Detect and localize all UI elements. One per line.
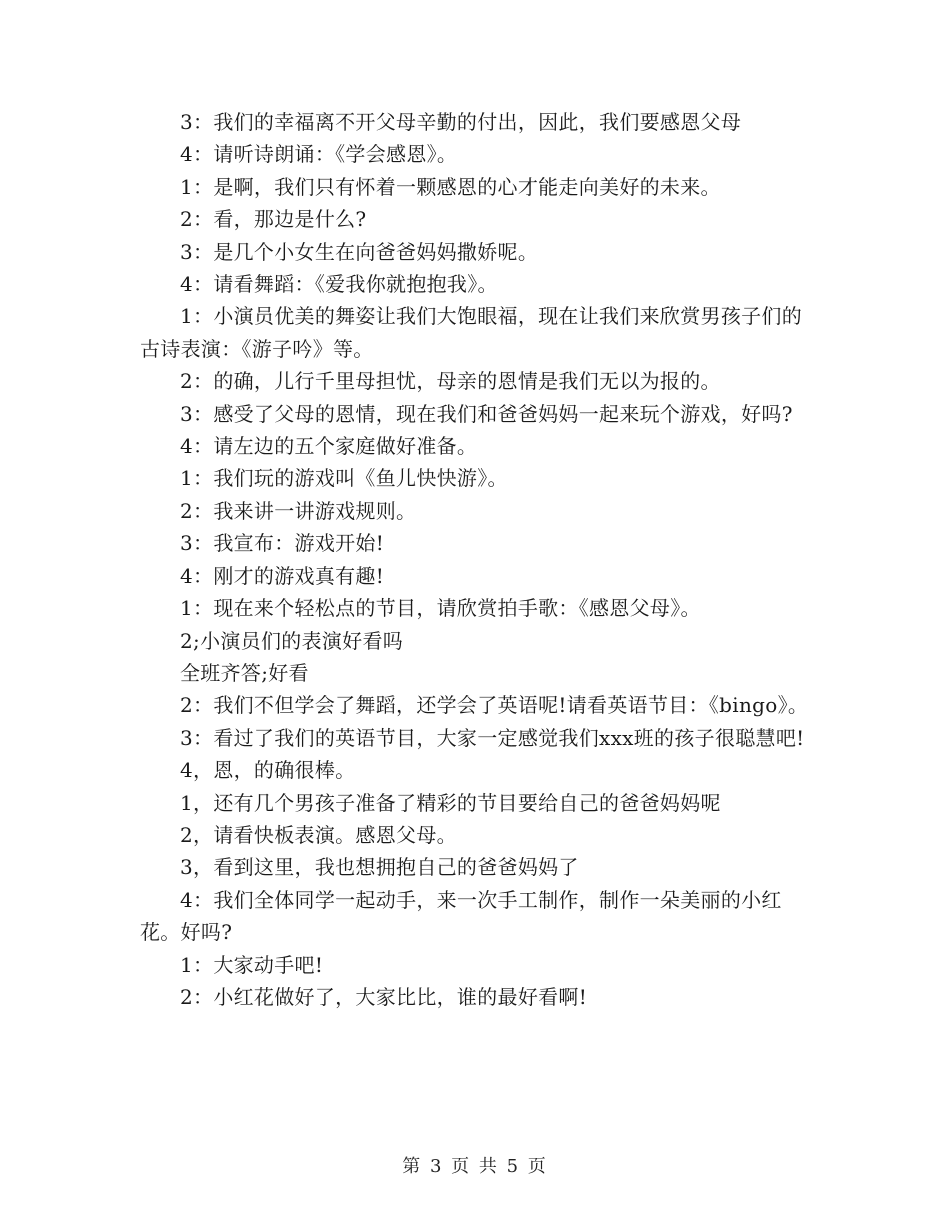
paragraph: 2：看，那边是什么? bbox=[180, 207, 367, 232]
paragraph: 2：小红花做好了，大家比比，谁的最好看啊! bbox=[180, 984, 588, 1009]
paragraph: 2：我来讲一讲游戏规则。 bbox=[180, 498, 417, 523]
paragraph: 4：刚才的游戏真有趣! bbox=[180, 563, 385, 588]
paragraph: 4：我们全体同学一起动手，来一次手工制作，制作一朵美丽的小红花。好吗? bbox=[140, 887, 782, 945]
paragraph: 2：我们不但学会了舞蹈，还学会了英语呢!请看英语节目：《bingo》。 bbox=[180, 693, 809, 718]
paragraph: 3：看过了我们的英语节目，大家一定感觉我们xxx班的孩子很聪慧吧! bbox=[180, 725, 805, 750]
paragraph: 3：我宣布：游戏开始! bbox=[180, 531, 385, 556]
paragraph: 1：现在来个轻松点的节目，请欣赏拍手歌：《感恩父母》。 bbox=[180, 596, 701, 621]
paragraph: 1：小演员优美的舞姿让我们大饱眼福，现在让我们来欣赏男孩子们的古诗表演：《游子吟》等。 bbox=[140, 304, 803, 361]
page-number-footer: 第 3 页 共 5 页 bbox=[402, 1156, 548, 1177]
paragraph: 1：大家动手吧! bbox=[180, 952, 324, 977]
paragraph: 4：请左边的五个家庭做好准备。 bbox=[180, 434, 478, 459]
paragraph: 1：是啊，我们只有怀着一颗感恩的心才能走向美好的未来。 bbox=[180, 174, 721, 199]
document-body bbox=[140, 106, 810, 1013]
paragraph: 4：请听诗朗诵：《学会感恩》。 bbox=[180, 142, 458, 167]
paragraph: 2，请看快板表演。感恩父母。 bbox=[180, 822, 457, 847]
paragraph: 2：的确，儿行千里母担忧，母亲的恩情是我们无以为报的。 bbox=[180, 369, 721, 394]
paragraph: 2;小演员们的表演好看吗 bbox=[180, 628, 404, 653]
paragraph: 4，恩，的确很棒。 bbox=[180, 758, 356, 783]
paragraph: 3：感受了父母的恩情，现在我们和爸爸妈妈一起来玩个游戏，好吗? bbox=[180, 401, 793, 426]
paragraph: 1：我们玩的游戏叫《鱼儿快快游》。 bbox=[180, 466, 508, 491]
paragraph: 3：是几个小女生在向爸爸妈妈撒娇呢。 bbox=[180, 239, 539, 264]
paragraph: 全班齐答;好看 bbox=[180, 660, 309, 685]
paragraph: 1，还有几个男孩子准备了精彩的节目要给自己的爸爸妈妈呢 bbox=[180, 790, 721, 815]
paragraph: 4：请看舞蹈：《爱我你就抱抱我》。 bbox=[180, 272, 498, 297]
paragraph: 3，看到这里，我也想拥抱自己的爸爸妈妈了 bbox=[180, 855, 579, 880]
paragraph: 3：我们的幸福离不开父母辛勤的付出，因此，我们要感恩父母 bbox=[180, 110, 742, 134]
